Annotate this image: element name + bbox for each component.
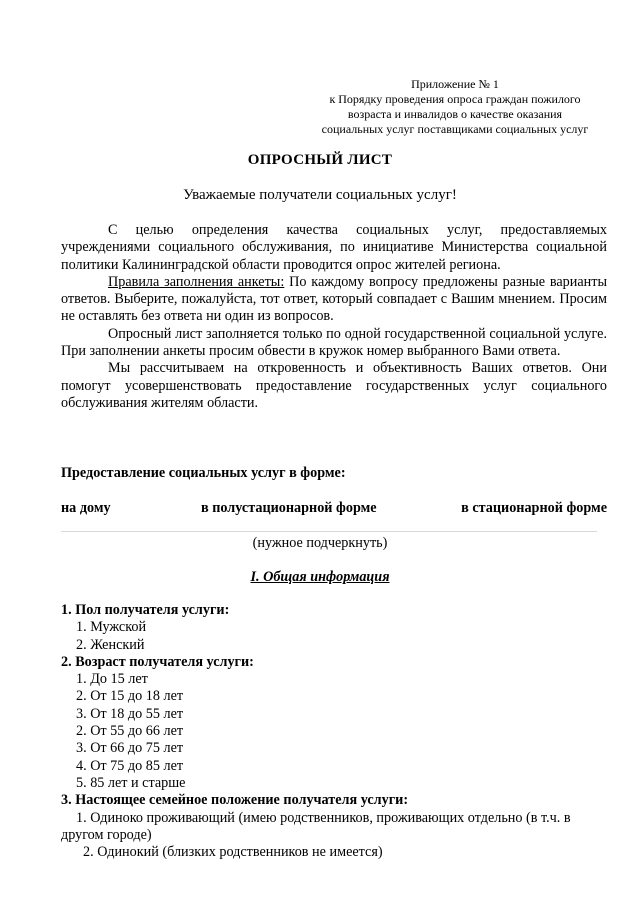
appendix-line: Приложение № 1 — [411, 77, 499, 91]
rules-label: Правила заполнения анкеты: — [108, 273, 285, 290]
service-form-options — [61, 500, 607, 518]
answer-option[interactable]: 2. От 15 до 18 лет — [76, 688, 184, 705]
divider — [61, 531, 597, 532]
question-title: 2. Возраст получателя услуги: — [61, 653, 254, 670]
paragraph: Опросный лист заполняется только по одной государственной социальной услуге. При заполнении анкеты просим обвести в кружок номер выбранного Вами ответа. — [61, 325, 607, 360]
questions-list — [61, 602, 607, 861]
question-title: 1. Пол получателя услуги: — [61, 602, 230, 618]
paragraph: Мы рассчитываем на откровенность и объективность Ваших ответов. Они помогут усовершенствовать предоставление государственных услуг социального обслуживания жителям области. — [61, 360, 607, 411]
answer-option[interactable]: 1. Одиноко проживающий (имею родственников, проживающих отдельно (в т.ч. в другом городе) — [61, 809, 571, 843]
service-form-heading: Предоставление социальных услуг в форме: — [61, 465, 346, 481]
intro-text — [61, 222, 607, 412]
underline-hint: (нужное подчеркнуть) — [252, 535, 388, 551]
answer-option[interactable]: 3. От 66 до 75 лет — [76, 740, 184, 757]
form-option-stationary[interactable]: в стационарной форме — [461, 500, 607, 516]
document-title: ОПРОСНЫЙ ЛИСТ — [247, 152, 393, 168]
paragraph: С целью определения качества социальных услуг, предоставляемых учреждениями социального обслуживания, по инициативе Министерства социальной политики Калининградской области проводится опрос жителей региона. — [61, 222, 607, 273]
answer-option[interactable]: 2. Женский — [76, 636, 145, 653]
answer-option[interactable]: 3. От 18 до 55 лет — [76, 705, 184, 722]
greeting: Уважаемые получатели социальных услуг! — [183, 187, 457, 203]
answer-option[interactable]: 2. От 55 до 66 лет — [76, 723, 184, 740]
appendix-header — [300, 77, 610, 137]
question-title: 3. Настоящее семейное положение получателя услуги: — [61, 792, 409, 809]
answer-option[interactable]: 1. До 15 лет — [76, 671, 148, 688]
answer-option[interactable]: 5. 85 лет и старше — [76, 774, 186, 791]
form-option-semistationary[interactable]: в полустационарной форме — [201, 500, 377, 516]
answer-option[interactable]: 4. От 75 до 85 лет — [76, 757, 184, 774]
rules-text: По каждому вопросу предложены разные варианты ответов. Выберите, пожалуйста, тот ответ, который совпадает с Вашим мнением. Просим не оставлять без ответа ни один из вопросов. — [61, 273, 607, 325]
section-title: I. Общая информация — [250, 569, 390, 585]
appendix-line: социальных услуг поставщиками социальных услуг — [321, 122, 589, 136]
answer-option[interactable]: 1. Мужской — [76, 619, 147, 636]
appendix-line: к Порядку проведения опроса граждан пожилого — [329, 92, 581, 106]
answer-option[interactable]: 2. Одинокий (близких родственников не имеется) — [83, 844, 383, 861]
paragraph-rules — [61, 274, 607, 326]
appendix-line: возраста и инвалидов о качестве оказания — [347, 107, 563, 121]
form-option-home[interactable]: на дому — [61, 500, 111, 516]
